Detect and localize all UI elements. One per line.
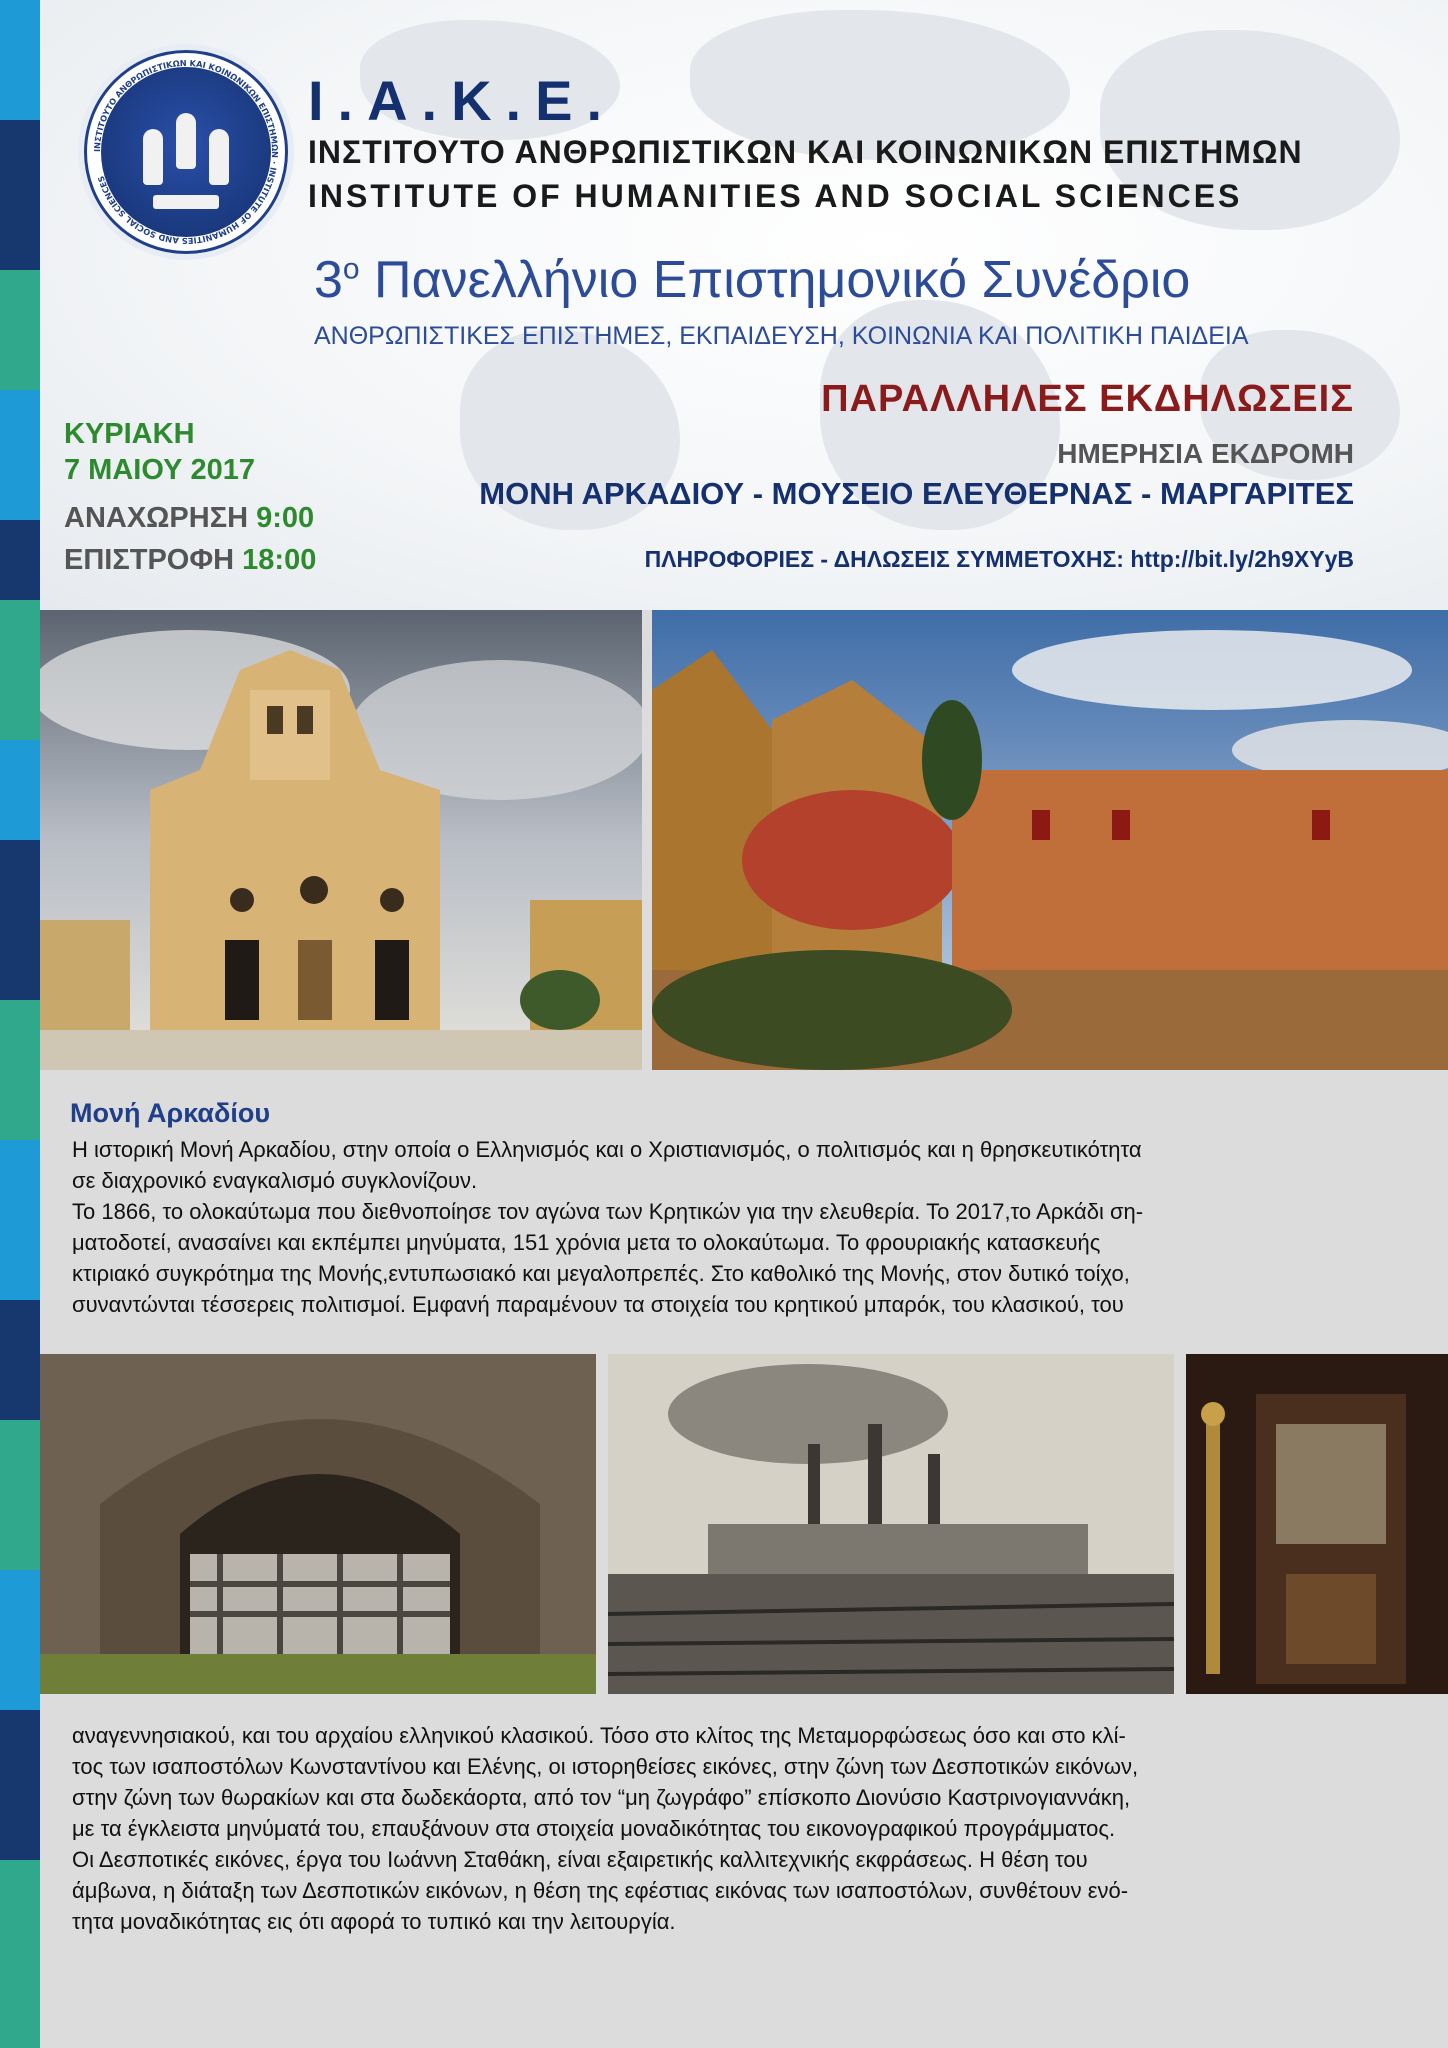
article-line: στην ζώνη των θωρακίων και στα δωδεκάορτα, από τον “μη ζωγράφο” επίσκοπο Διονύσιο Καστρινογιαννάκη,: [72, 1785, 1131, 1810]
left-color-stripe: [0, 0, 40, 2048]
article-title: Μονή Αρκαδίου: [70, 1098, 271, 1128]
article-line: Η ιστορική Μονή Αρκαδίου, στην οποία ο Ελληνισμός και ο Χριστιανισμός, ο πολιτισμός και η θρησκευτικότητα: [72, 1137, 1142, 1162]
svg-text:ΙΝΣΤΙΤΟΥΤΟ ΑΝΘΡΩΠΙΣΤΙΚΩΝ ΚΑΙ Κ: ΙΝΣΤΙΤΟΥΤΟ ΑΝΘΡΩΠΙΣΤΙΚΩΝ ΚΑΙ ΚΟΙΝΩΝΙΚΩΝ ΕΠΙΣΤΗΜΩΝ · INSTITUTE OF HUMANITIES AND SOCIAL SCIENCES: [91, 57, 281, 247]
article-line: με τα έγκλειστα μηνύματά του, επαυξάνουν στα στοιχεία μοναδικότητας του εικονογραφικού προγράμματος.: [72, 1816, 1116, 1841]
article-text-part-2: [72, 1720, 1380, 1937]
return-time: 18:00: [242, 544, 317, 576]
conference-title: [314, 250, 1190, 310]
logo-ring-text: [87, 53, 285, 251]
article-line: Οι Δεσποτικές εικόνες, έργα του Ιωάννη Σταθάκη, είναι εξαιρετικής καλλιτεχνικής εκφράσεως. Η θέση του: [72, 1847, 1088, 1872]
article-line: άμβωνα, η διάταξη των Δεσποτικών εικόνων, η θέση της εφέστιας εικόνας των ισαποστόλων, συνθέτουν ενό-: [72, 1878, 1129, 1903]
article-line: τος των ισαποστόλων Κωνσταντίνου και Ελένης, οι ιστορηθείσες εικόνες, στην ζώνη των Δεσποτικών εικόνων,: [72, 1754, 1139, 1779]
return-info: [64, 544, 316, 577]
photo-historical-engraving: [608, 1354, 1174, 1694]
photo-monastery-courtyard: [652, 610, 1448, 1070]
article-line: Το 1866, το ολοκαύτωμα που διεθνοποίησε τον αγώνα των Κρητικών για την ελευθερία. Το 2017,το Αρκάδι ση-: [72, 1199, 1144, 1224]
departure-info: [64, 502, 314, 535]
article-line: κτιριακό συγκρότημα της Μονής,εντυπωσιακό και μεγαλοπρεπές. Στο καθολικό της Μονής, στον δυτικό τοίχο,: [72, 1261, 1130, 1286]
organization-acronym: I.A.K.E.: [308, 69, 617, 132]
return-label: ΕΠΙΣΤΡΟΦΗ: [64, 544, 243, 576]
photo-monastery-facade: [40, 610, 642, 1070]
conference-ordinal: 3: [314, 251, 343, 309]
article-line: συναντώνται τέσσερεις πολιτισμοί. Εμφανή παραμένουν τα στοιχεία του κρητικού μπαρόκ, του κλασικού, του: [72, 1292, 1124, 1317]
photo-church-interior: [1186, 1354, 1448, 1694]
event-day: ΚΥΡΙΑΚΗ: [64, 418, 195, 450]
organization-name-english: INSTITUTE OF HUMANITIES AND SOCIAL SCIENCES: [308, 178, 1243, 214]
event-date: 7 ΜΑΙΟΥ 2017: [64, 454, 256, 486]
departure-label: ΑΝΑΧΩΡΗΣΗ: [64, 502, 257, 534]
parallel-events-heading: ΠΑΡΑΛΛΗΛΕΣ ΕΚΔΗΛΩΣΕΙΣ: [821, 378, 1354, 420]
article-text-part-1: [72, 1134, 1380, 1320]
day-trip-label: ΗΜΕΡΗΣΙΑ ΕΚΔΡΟΜΗ: [1057, 438, 1354, 469]
article-line: τητα μοναδικότητας εις ότι αφορά το τυπικό και την λειτουργία.: [72, 1909, 676, 1934]
trip-destinations: ΜΟΝΗ ΑΡΚΑΔΙΟΥ - ΜΟΥΣΕΙΟ ΕΛΕΥΘΕΡΝΑΣ - ΜΑΡΓΑΡΙΤΕΣ: [479, 476, 1354, 511]
conference-subtitle: ΑΝΘΡΩΠΙΣΤΙΚΕΣ ΕΠΙΣΤΗΜΕΣ, ΕΚΠΑΙΔΕΥΣΗ, ΚΟΙΝΩΝΙΑ ΚΑΙ ΠΟΛΙΤΙΚΗ ΠΑΙΔΕΙΑ: [314, 322, 1249, 350]
departure-time: 9:00: [256, 502, 315, 534]
organization-name-greek: ΙΝΣΤΙΤΟΥΤΟ ΑΝΘΡΩΠΙΣΤΙΚΩΝ ΚΑΙ ΚΟΙΝΩΝΙΚΩΝ ΕΠΙΣΤΗΜΩΝ: [308, 134, 1303, 170]
article-line: ματοδοτεί, ανασαίνει και εκπέμπει μηνύματα, 151 χρόνια μετα το ολοκαύτωμα. Το φρουριακής κατασκευής: [72, 1230, 1101, 1255]
conference-ordinal-suffix: ο: [342, 252, 360, 286]
photo-vaulted-cellar: [40, 1354, 596, 1694]
article-line: σε διαχρονικό εναγκαλισμό συγκλονίζουν.: [72, 1168, 478, 1193]
institute-logo: [84, 50, 288, 254]
article-line: αναγεννησιακού, και του αρχαίου ελληνικού κλασικού. Τόσο στο κλίτος της Μεταμορφώσεως όσο και στο κλί-: [72, 1723, 1126, 1748]
registration-info-link[interactable]: ΠΛΗΡΟΦΟΡΙΕΣ - ΔΗΛΩΣΕΙΣ ΣΥΜΜΕΤΟΧΗΣ: http://bit.ly/2h9XYyB: [644, 546, 1354, 572]
conference-title-text: Πανελλήνιο Επιστημονικό Συνέδριο: [359, 251, 1191, 309]
